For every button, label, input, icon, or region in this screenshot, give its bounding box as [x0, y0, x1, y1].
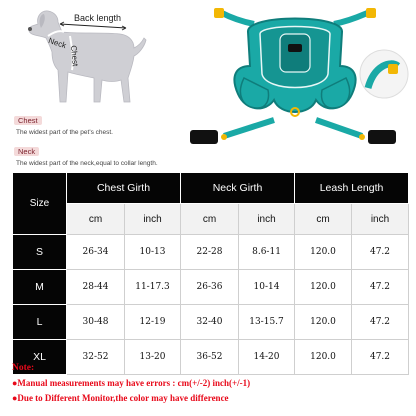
product-header [0, 0, 416, 172]
neck-label: Neck [47, 36, 68, 51]
table-cell: 13-20 [125, 340, 181, 375]
legend-title: Chest [14, 116, 42, 125]
size-cell: L [13, 305, 67, 340]
unit-header: inch [352, 204, 409, 235]
size-table [12, 172, 409, 375]
note-title: Note: [12, 363, 35, 373]
back-length-label: Back length [74, 13, 122, 23]
table-cell: 30-48 [67, 305, 125, 340]
table-cell: 22-28 [181, 235, 239, 270]
table-cell: 47.2 [352, 340, 409, 375]
legend-desc: The widest part of the neck,equal to collar length. [16, 160, 158, 167]
table-cell: 10-14 [239, 270, 295, 305]
table-cell: 10-13 [125, 235, 181, 270]
neck-girth-header: Neck Girth [181, 173, 295, 204]
table-cell: 13-15.7 [239, 305, 295, 340]
table-cell: 120.0 [295, 235, 352, 270]
unit-header: cm [295, 204, 352, 235]
table-cell: 26-34 [67, 235, 125, 270]
dog-harness-icon [184, 4, 416, 172]
chest-label: Chest [69, 45, 80, 67]
notes [12, 361, 408, 406]
table-cell: 8.6-11 [239, 235, 295, 270]
table-cell: 28-44 [67, 270, 125, 305]
unit-header: cm [181, 204, 239, 235]
table-cell: 14-20 [239, 340, 295, 375]
table-cell: 11-17.3 [125, 270, 181, 305]
unit-header: inch [239, 204, 295, 235]
table-cell: 120.0 [295, 270, 352, 305]
table-cell: 12-19 [125, 305, 181, 340]
table-cell: 47.2 [352, 305, 409, 340]
table-cell: 32-40 [181, 305, 239, 340]
harness-product-image [184, 4, 416, 172]
table-cell: 47.2 [352, 270, 409, 305]
size-chart [12, 172, 408, 375]
note-monitor-color: ●Due to Different Monitor,the color may have difference [12, 393, 229, 403]
table-cell: 36-52 [181, 340, 239, 375]
unit-header: cm [67, 204, 125, 235]
table-cell: 120.0 [295, 305, 352, 340]
leash-length-header: Leash Length [295, 173, 409, 204]
chest-girth-header: Chest Girth [67, 173, 181, 204]
legend-desc: The widest part of the pet's chest. [16, 129, 113, 136]
table-header-row [13, 173, 409, 204]
table-row [13, 235, 409, 270]
size-column-header: Size [13, 173, 67, 235]
size-cell: M [13, 270, 67, 305]
dog-measurement-figure [8, 2, 148, 112]
table-cell: 120.0 [295, 340, 352, 375]
size-cell: S [13, 235, 67, 270]
table-cell: 47.2 [352, 235, 409, 270]
table-unit-row [13, 204, 409, 235]
table-row [13, 305, 409, 340]
table-cell: 26-36 [181, 270, 239, 305]
table-cell: 32-52 [67, 340, 125, 375]
size-cell: XL [13, 340, 67, 375]
table-row [13, 270, 409, 305]
legend-title: Neck [14, 147, 39, 156]
note-measurement-error: ●Manual measurements may have errors : cm(+/-2) inch(+/-1) [12, 378, 251, 388]
unit-header: inch [125, 204, 181, 235]
